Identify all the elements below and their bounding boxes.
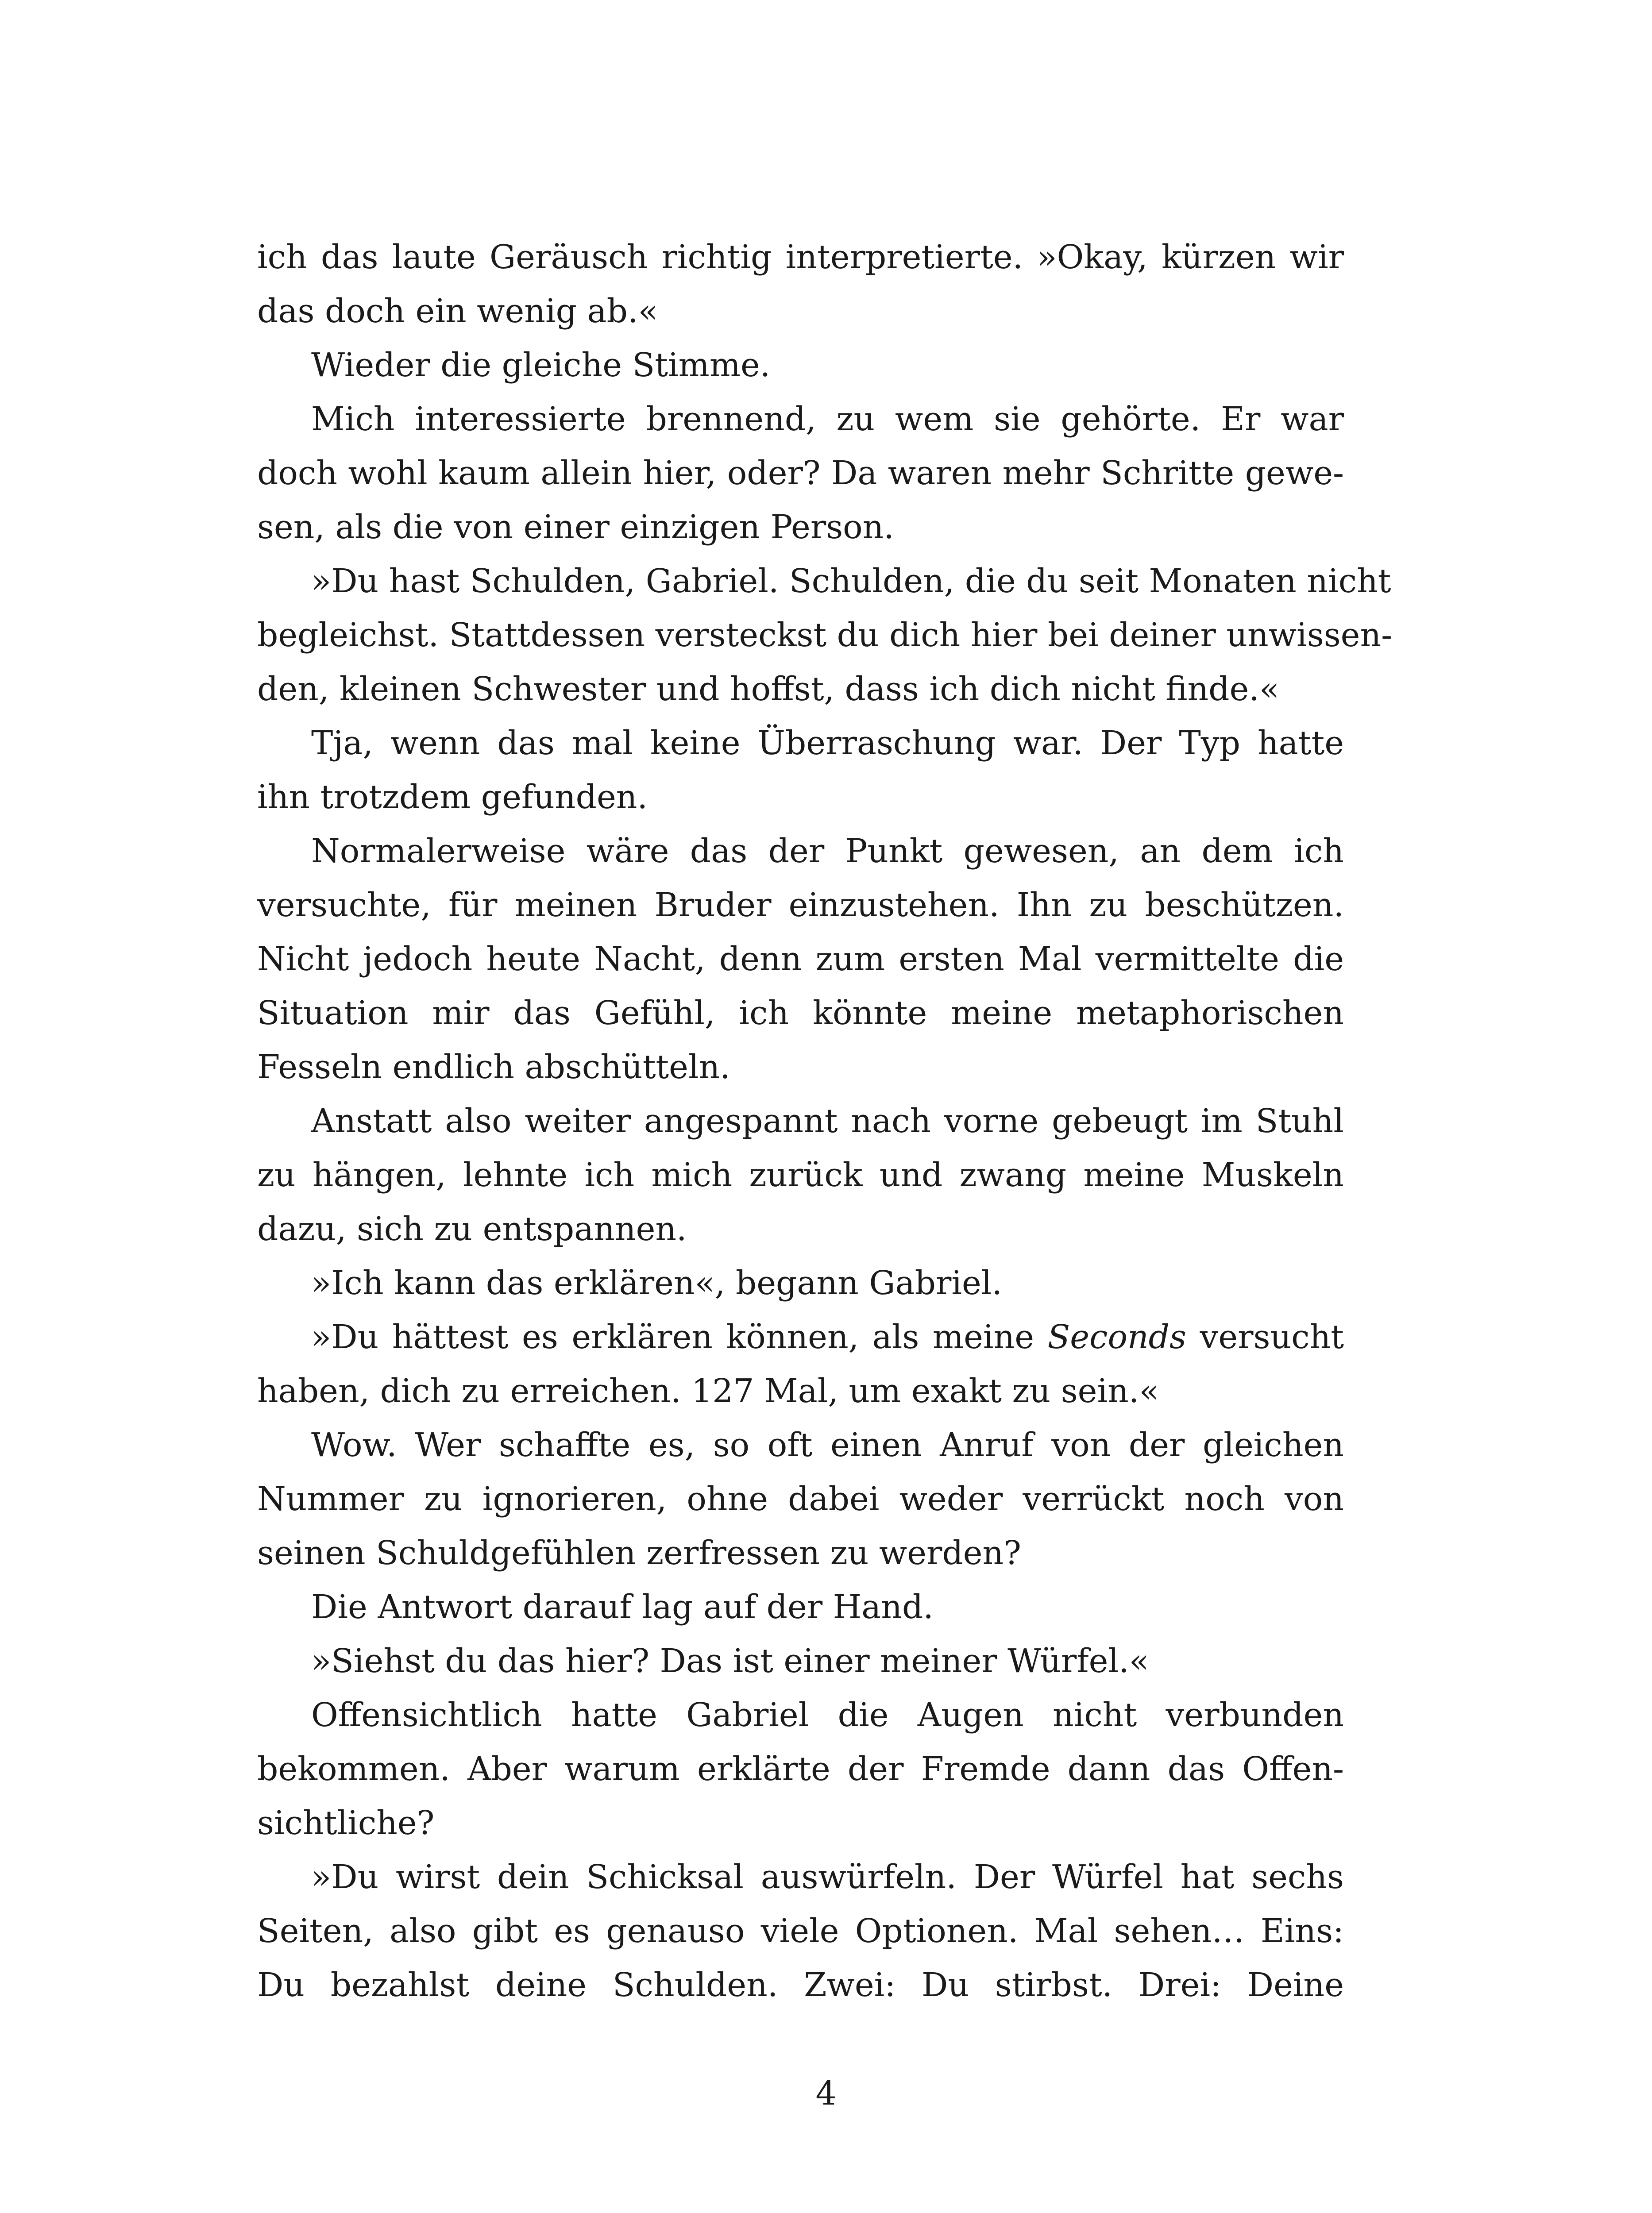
text-line: Fesseln endlich abschütteln. bbox=[257, 1048, 730, 1086]
text-line: begleichst. Stattdessen versteckst du dich hier bei deiner unwissen- bbox=[257, 616, 1393, 654]
text-line bbox=[257, 1310, 1344, 1364]
text-line: bekommen. Aber warum erklärte der Fremde dann das Offen- bbox=[257, 1750, 1344, 1788]
text-line: Offensichtlich hatte Gabriel die Augen nicht verbunden bbox=[311, 1696, 1344, 1734]
text-line: Die Antwort darauf lag auf der Hand. bbox=[311, 1588, 934, 1626]
text-line: das doch ein wenig ab.« bbox=[257, 292, 658, 330]
text-line: zu hängen, lehnte ich mich zurück und zwang meine Muskeln bbox=[257, 1156, 1344, 1194]
text-line: »Ich kann das erklären«, begann Gabriel. bbox=[311, 1264, 1002, 1302]
text-fragment: »Du hättest es erklären können, als meine bbox=[311, 1318, 1048, 1356]
body-text bbox=[257, 230, 1393, 2012]
text-line: sichtliche? bbox=[257, 1804, 435, 1842]
text-line: seinen Schuldgefühlen zerfressen zu werden? bbox=[257, 1534, 1021, 1572]
text-line: ich das laute Geräusch richtig interpretierte. »Okay, kürzen wir bbox=[257, 238, 1344, 276]
italic-term: Seconds bbox=[1047, 1318, 1187, 1356]
text-line: Tja, wenn das mal keine Überraschung war. Der Typ hatte bbox=[311, 724, 1344, 762]
text-fragment: versucht bbox=[1186, 1318, 1344, 1356]
text-line: Du bezahlst deine Schulden. Zwei: Du stirbst. Drei: Deine bbox=[257, 1966, 1344, 2004]
text-line: sen, als die von einer einzigen Person. bbox=[257, 508, 894, 546]
text-line: Nummer zu ignorieren, ohne dabei weder verrückt noch von bbox=[257, 1480, 1344, 1518]
text-line: »Siehst du das hier? Das ist einer meiner Würfel.« bbox=[311, 1642, 1149, 1680]
text-line: doch wohl kaum allein hier, oder? Da waren mehr Schritte gewe- bbox=[257, 454, 1344, 492]
text-line: dazu, sich zu entspannen. bbox=[257, 1210, 687, 1248]
text-line: Nicht jedoch heute Nacht, denn zum ersten Mal vermittelte die bbox=[257, 940, 1344, 978]
text-line: haben, dich zu erreichen. 127 Mal, um exakt zu sein.« bbox=[257, 1372, 1159, 1410]
text-line: Normalerweise wäre das der Punkt gewesen, an dem ich bbox=[311, 832, 1344, 870]
text-line: den, kleinen Schwester und hoffst, dass ich dich nicht finde.« bbox=[257, 670, 1280, 708]
page-number: 4 bbox=[815, 2074, 837, 2113]
text-line: versuchte, für meinen Bruder einzustehen. Ihn zu beschützen. bbox=[257, 886, 1344, 924]
text-line: »Du hast Schulden, Gabriel. Schulden, die du seit Monaten nicht bbox=[311, 562, 1391, 600]
text-line: Situation mir das Gefühl, ich könnte meine metaphorischen bbox=[257, 994, 1344, 1032]
text-line: ihn trotzdem gefunden. bbox=[257, 778, 648, 816]
text-line: Seiten, also gibt es genauso viele Optionen. Mal sehen… Eins: bbox=[257, 1912, 1344, 1950]
text-line: Mich interessierte brennend, zu wem sie gehörte. Er war bbox=[311, 400, 1344, 438]
text-line: Wow. Wer schaffte es, so oft einen Anruf von der gleichen bbox=[311, 1426, 1344, 1464]
text-line: Wieder die gleiche Stimme. bbox=[311, 346, 771, 384]
text-line: »Du wirst dein Schicksal auswürfeln. Der Würfel hat sechs bbox=[311, 1858, 1344, 1896]
text-line: Anstatt also weiter angespannt nach vorne gebeugt im Stuhl bbox=[311, 1102, 1344, 1140]
